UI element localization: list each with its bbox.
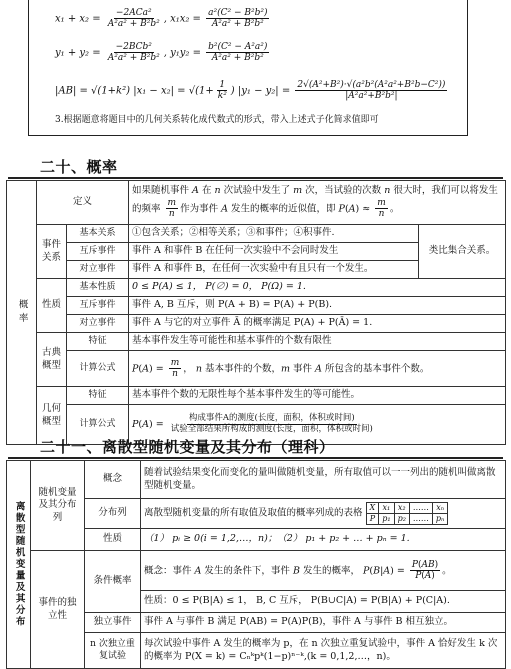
bernoulli-name: n 次独立重复试验	[85, 633, 141, 669]
method-note: 3.根据题意将题目中的几何关系转化成代数式的形式，带入上述式子化简求值即可	[55, 115, 379, 125]
mini-cell: X	[366, 503, 379, 514]
mini-cell: ……	[409, 503, 432, 514]
conditional-concept: 概念：事件 A 发生的条件下，事件 B 发生的概率， P(B|A) = $\frac{P(AB)}{P(A)}$ 。	[141, 551, 506, 591]
rv-property-name: 性质	[85, 529, 141, 551]
mini-cell: p₂	[394, 514, 409, 525]
distribution-text: 离散型随机变量的所有取值及取值的概率列成的表格	[144, 508, 363, 519]
relation-basic-name: 基本关系	[67, 225, 129, 243]
relation-exclusive-text: 事件 A 和事件 B 在任何一次实验中不会同时发生	[129, 243, 419, 261]
rv-property-text: （1） pᵢ ≥ 0(i = 1,2,…，n)；（2） p₁ + p₂ + … + pₙ = 1.	[141, 529, 506, 551]
relation-complement-text: 事件 A 和事件 B，在任何一次实验中有且只有一个发生。	[129, 261, 419, 279]
formula-chord-length: |AB| = √(1+k²) |x₁ − x₂| = √(1+ $\frac{1}{\text{k²}}$ ) |y₁ − y₂| = $\frac{\text{2√(A²+B²)·√(a²b²(A²a²+B²b−C²))}}{\text{|A²a²+B²b²|}}$	[55, 80, 446, 102]
property-basic-text: 0 ≤ P(A) ≤ 1， P(∅) = 0， P(Ω) = 1.	[129, 279, 506, 297]
conditional-name: 条件概率	[85, 551, 141, 613]
concept-text: 随着试验结果变化而变化的量叫做随机变量，所有取值可以一一列出的随机叫做离散型随机变量。	[141, 461, 506, 499]
mini-cell: P	[366, 514, 379, 525]
geometric-label: 几何概型	[37, 387, 67, 445]
definition-text: 如果随机事件 A 在 n 次试验中发生了 m 次，当试验的次数 n 很大时，我们可以将发生的频率 $\frac{m}{n}$ 作为事件 A 发生的概率的近似值，即 P(A) ≈ $\frac{m}{n}$ 。	[129, 181, 506, 225]
geometric-formula-text: P(A) = $\frac{\text{构成事件A的测度(长度，面积，体积或时间)}}{\text{试验全部结果所构成的测度(长度，面积，体积或时间)}}$	[129, 405, 506, 445]
geometric-feature-name: 特征	[67, 387, 129, 405]
formula-y-sum-product: y₁ + y₂ = $\frac{\text{−2BCb²}}{\text{A²a² + B²b²}}$ , y₁y₂ = $\frac{\text{b²(C² − A²a²)}}{\text{A²a² + B²b²}}$	[55, 42, 268, 64]
property-complement-text: 事件 A 与它的对立事件 Ā 的概率满足 P(A) + P(Ā) = 1.	[129, 315, 506, 333]
rv-outer-label: 离散型随机变量及其分布	[7, 461, 31, 669]
classical-label: 古典概型	[37, 333, 67, 387]
section-21-title: 二十一、离散型随机变量及其分布（理科）	[40, 438, 335, 456]
section-20-rule	[8, 177, 503, 179]
property-exclusive-name: 互斥事件	[67, 297, 129, 315]
definition-label: 定义	[37, 181, 129, 225]
mini-cell: xₙ	[432, 503, 447, 514]
classical-formula-name: 计算公式	[67, 351, 129, 387]
classical-formula-text: P(A) = $\frac{m}{n}$ ， n 基本事件的个数，m 事件 A 所包含的基本事件个数。	[129, 351, 506, 387]
property-complement-name: 对立事件	[67, 315, 129, 333]
formula-x-sum-product: x₁ + x₂ = $\frac{\text{−2ACa²}}{\text{A²a² + B²b²}}$ , x₁x₂ = $\frac{\text{a²(C² − B²b²)}}{\text{A²a² + B²b²}}$	[55, 8, 268, 30]
relation-basic-text: ①包含关系；②相等关系；③和事件；④积事件.	[129, 225, 419, 243]
mini-cell: ……	[409, 514, 432, 525]
property-label: 性质	[37, 279, 67, 333]
bernoulli-text: 每次试验中事件 A 发生的概率为 p，在 n 次独立重复试验中，事件 A 恰好发生 k 次的概率为 P(X = k) = Cₙᵏpᵏ(1−p)ⁿ⁻ᵏ,(k = 0,1,2,…，n)。	[141, 633, 506, 669]
mini-cell: x₁	[379, 503, 394, 514]
section-20-title: 二十、概率	[40, 158, 118, 176]
geometric-formula-name: 计算公式	[67, 405, 129, 445]
independent-name: 独立事件	[85, 613, 141, 633]
probability-outer-label: 概率	[7, 181, 37, 445]
geometric-feature-text: 基本事件个数的无限性每个基本事件发生的等可能性。	[129, 387, 506, 405]
mini-cell: x₂	[394, 503, 409, 514]
concept-name: 概念	[85, 461, 141, 499]
classical-feature-name: 特征	[67, 333, 129, 351]
independent-text: 事件 A 与事件 B 满足 P(AB) = P(A)P(B)，事件 A 与事件 B 相互独立。	[141, 613, 506, 633]
property-exclusive-text: 事件 A, B 互斥，则 P(A + B) = P(A) + P(B).	[129, 297, 506, 315]
relation-label: 事件关系	[37, 225, 67, 279]
relation-exclusive-name: 互斥事件	[67, 243, 129, 261]
mini-cell: pₙ	[432, 514, 447, 525]
mini-cell: p₁	[379, 514, 394, 525]
distribution-name: 分布列	[85, 499, 141, 529]
rv-distribution-label: 随机变量及其分布列	[31, 461, 85, 551]
relation-complement-name: 对立事件	[67, 261, 129, 279]
geometric-denominator: 试验全部结果所构成的测度(长度，面积，体积或时间)	[170, 424, 373, 434]
relation-side-note: 类比集合关系。	[419, 225, 506, 279]
distribution-cell	[141, 499, 506, 529]
conditional-property: 性质：0 ≤ P(B|A) ≤ 1， B, C 互斥， P(B∪C|A) = P(B|A) + P(C|A).	[141, 591, 506, 613]
probability-table	[6, 180, 506, 445]
distribution-mini-table	[366, 502, 449, 524]
independence-label: 事件的独立性	[31, 551, 85, 669]
geometric-numerator: 构成事件A的测度(长度，面积，体积或时间)	[188, 413, 355, 424]
property-basic-name: 基本性质	[67, 279, 129, 297]
classical-feature-text: 基本事件发生等可能性和基本事件的个数有限性	[129, 333, 506, 351]
random-variable-table	[6, 460, 506, 669]
section-21-rule	[8, 457, 503, 459]
